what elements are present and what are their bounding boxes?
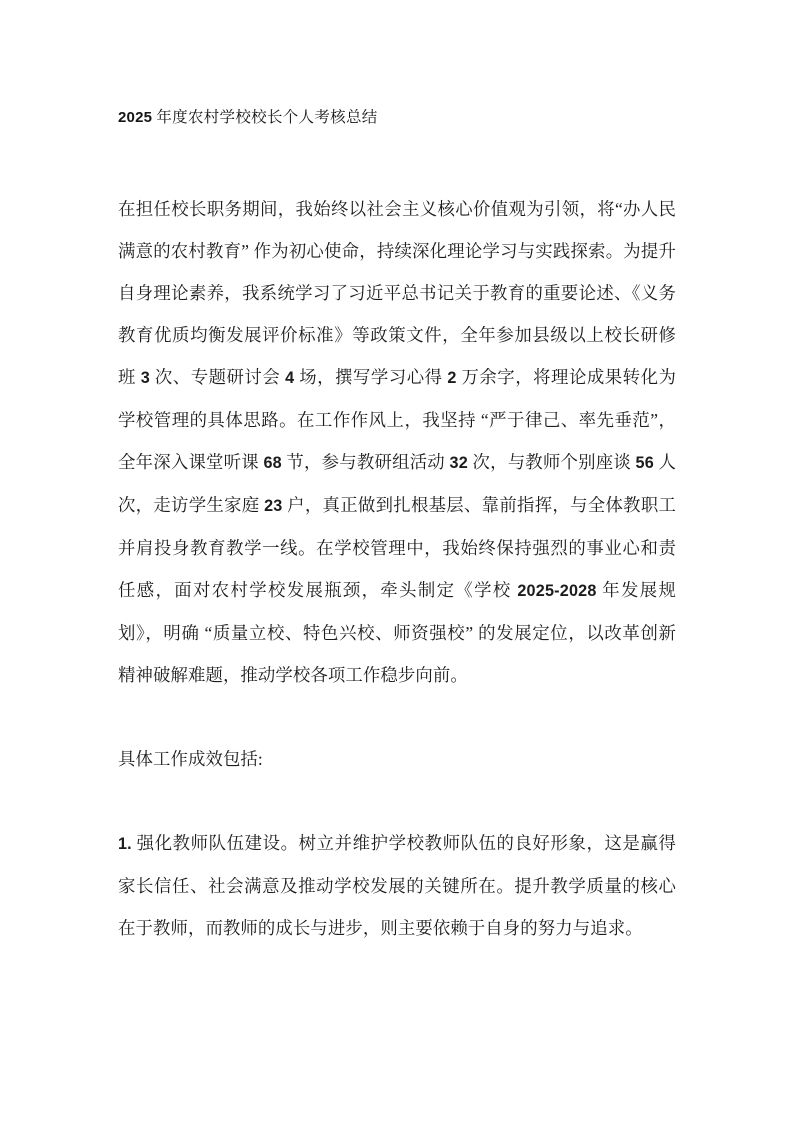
inline-numeral: 3 [140,369,150,387]
paragraph-achievements-lead: 具体工作成效包括: [118,749,263,769]
title-spacer [118,132,676,188]
inline-numeral: 2025 [118,109,153,126]
document-body [118,104,676,949]
inline-numeral: 32 [449,454,468,472]
inline-numeral: 4 [285,369,295,387]
paragraph-gap-2 [118,780,676,822]
inline-numeral: 68 [263,454,282,472]
inline-numeral: 2025-2028 [517,582,597,600]
list-marker: 1. [118,835,132,853]
page-title: 2025 年度农村学校校长个人考核总结 [118,109,378,126]
inline-numeral: 2 [447,369,457,387]
inline-numeral: 23 [264,497,283,515]
inline-numeral: 56 [635,454,654,472]
list-item: 1. 强化教师队伍建设。树立并维护学校教师队伍的良好形象，这是赢得家长信任、社会满意及推动学校发展的关键所在。提升教学质量的核心在于教师，而教师的成长与进步，则主要依赖于自身的努力与追求。 [118,833,676,938]
paragraph-gap-1 [118,696,676,738]
paragraph-intro: 在担任校长职务期间，我始终以社会主义核心价值观为引领，将“办人民满意的农村教育” 作为初心使命，持续深化理论学习与实践探索。为提升自身理论素养，我系统学习了习近平总书记关于教育的重要论述、《义务教育优质均衡发展评价标准》等政策文件，全年参加县级以上校长研修班 3 次、专题研讨会 4 场，撰写学习心得 2 万余字，将理论成果转化为学校管理的具体思路。在工作作风上，我坚持 “严于律己、率先垂范”，全年深入课堂听课 68 节，参与教研组活动 32 次，与教师个别座谈 56 人次，走访学生家庭 23 户，真正做到扎根基层、靠前指挥，与全体教职工并肩投身教育教学一线。在学校管理中，我始终保持强烈的事业心和责任感，面对农村学校发展瓶颈，牵头制定《学校 2025-2028 年发展规划》，明确 “质量立校、特色兴校、师资强校” 的发展定位，以改革创新精神破解难题，推动学校各项工作稳步向前。 [118,199,677,685]
